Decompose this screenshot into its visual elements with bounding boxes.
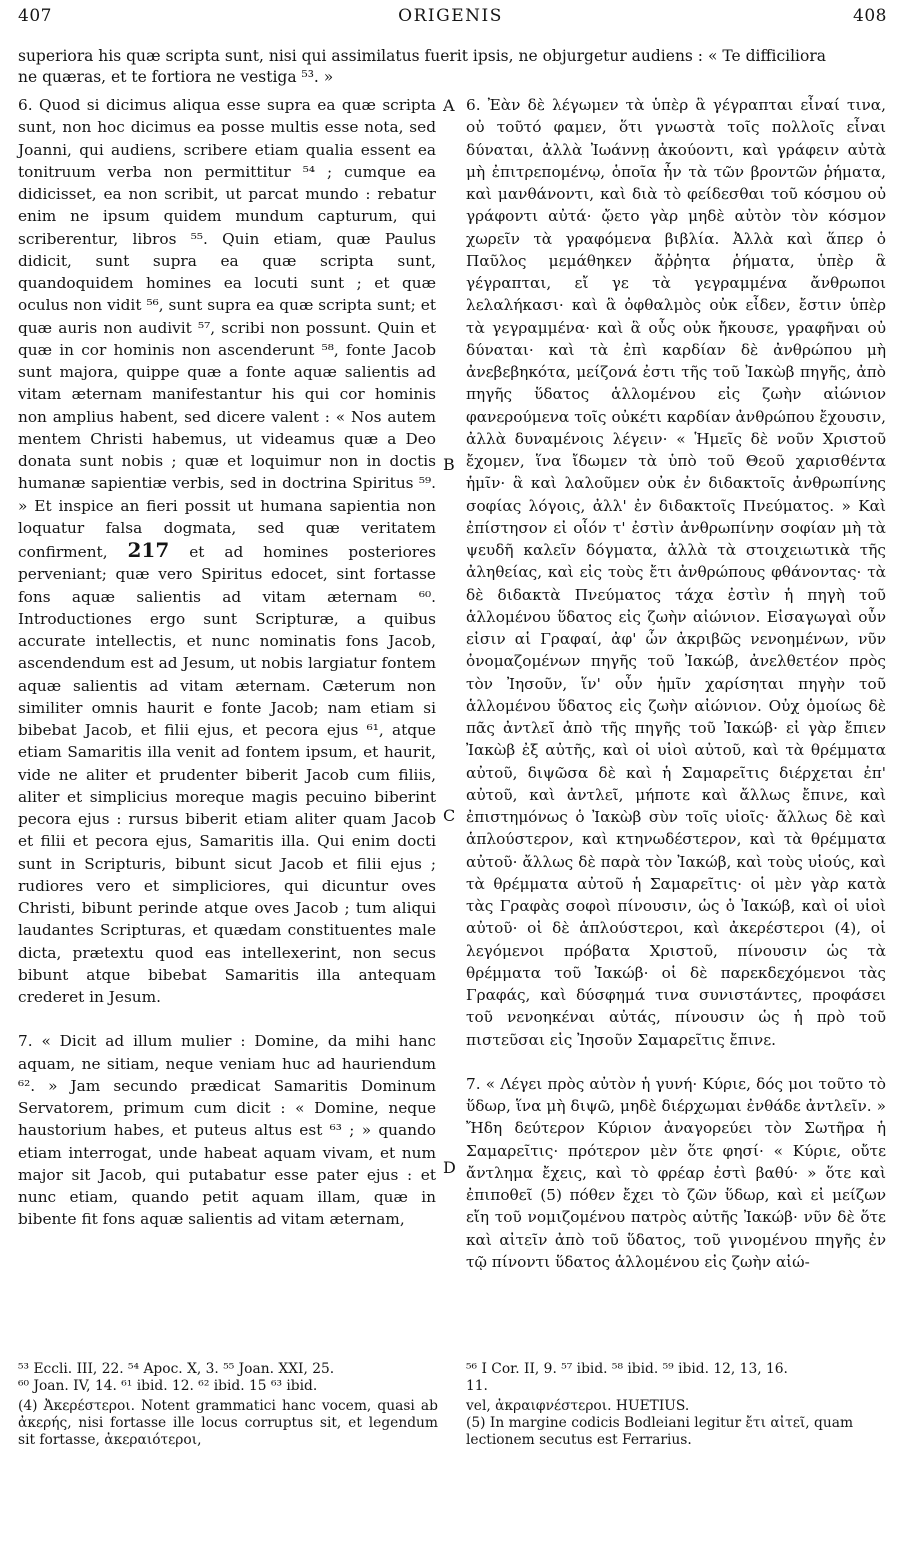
- greek-paragraph-7: 7. « Λέγει πρὸς αὐτὸν ἡ γυνή· Κύριε, δός μοι τοῦτο τὸ ὕδωρ, ἵνα μὴ διψῶ, μηδὲ διέρχωμαι ἐνθάδε ἀντλεῖν. » Ἤδη δεύτερον Κύριον ἀναγορεύει τὸν Σωτῆρα ἡ Σαμαρεῖτις· πρότερον μὲν ὅτε φησί· « Κύριε, οὔτε ἄντλημα ἔχεις, καὶ τὸ φρέαρ ἐστὶ βαθύ· » ὅτε καὶ ἐπιποθεῖ (5) πόθεν ἔχει τὸ ζῶν ὕδωρ, καὶ εἰ μείζων εἴη τοῦ νομιζομένου πατρὸς αὐτῆς Ἰακώβ· νῦν δὲ ὅτε καὶ αἰτεῖν ἀπὸ τοῦ ὕδατος, τοῦ γινομένου πηγῆς ἐν τῷ πίνοντι ὕδατος ἁλλομένου εἰς ζωὴν αἰώ-: [466, 1074, 886, 1271]
- margin-letter-a: A: [443, 96, 455, 115]
- intro-line-2: ne quæras, et te fortiora ne vestiga ⁵³. »: [18, 68, 334, 86]
- scripture-references-left: [18, 1361, 463, 1395]
- reference-row-1-left: ⁵³ Eccli. III, 22. ⁵⁴ Apoc. X, 3. ⁵⁵ Joan. XXI, 25.: [18, 1361, 335, 1377]
- reference-row-2-left: ⁶⁰ Joan. IV, 14. ⁶¹ ibid. 12. ⁶² ibid. 15 ⁶³ ibid.: [18, 1378, 318, 1394]
- footnote-4-author: HUETIUS.: [615, 1398, 690, 1414]
- footnote-4: (4) Ἀκερέστεροι. Notent grammatici hanc vocem, quasi ab ἀκερής, nisi fortasse ille locus corruptus sit, et legendum sit fortasse, ἀκεραιότεροι,: [18, 1398, 438, 1448]
- greek-column: [466, 94, 886, 1273]
- latin-paragraph-6: [18, 94, 436, 1008]
- column-number: 217: [127, 538, 170, 562]
- running-title: ORIGENIS: [398, 6, 503, 26]
- margin-letter-c: C: [443, 806, 456, 825]
- page-number-right: 408: [853, 6, 887, 26]
- latin-paragraph-6-part-1: 6. Quod si dicimus aliqua esse supra ea quæ scripta sunt, non hoc dicimus ea posse multis esse nota, sed Joanni, qui audiens, scribere etiam qualia essent ea tonitruum verba non permittitur ⁵⁴ ; cumque ea didicisset, ea non scribit, ut parcat mundo : rebatur enim ne ipsum quidem mundum capturum, qui scriberentur, libros ⁵⁵. Quin etiam, quæ Paulus didicit, sunt supra ea quæ scripta sunt, quandoquidem homines ea locuti sunt ; et quæ oculus non vidit ⁵⁶, sunt supra ea quæ scripta sunt; et quæ auris non audivit ⁵⁷, scribi non possunt. Quin et quæ in cor hominis non ascenderunt ⁵⁸, fonte Jacob sunt majora, quippe quæ a fonte aquæ salientis ad vitam æternam manifestantur his qui cor hominis non amplius habent, sed dicere valent : « Nos autem mentem Christi habemus, ut videamus quæ a Deo donata sunt nobis ; quæ et loquimur non in doctis humanæ sapientiæ verbis, sed in doctrina Spiritus ⁵⁹. » Et inspice an fieri possit ut humana sapientia non loquatur falsa dogmata, sed quæ veritatem confirment,: [18, 96, 436, 561]
- scripture-references-right: [466, 1361, 891, 1395]
- footnote-4-continuation: [466, 1398, 886, 1415]
- latin-column: [18, 94, 436, 1231]
- footnote-block-right: [466, 1398, 886, 1449]
- reference-row-1-right: ⁵⁶ I Cor. II, 9. ⁵⁷ ibid. ⁵⁸ ibid. ⁵⁹ ibid. 12, 13, 16.: [466, 1361, 788, 1377]
- latin-paragraph-7: 7. « Dicit ad illum mulier : Domine, da mihi hanc aquam, ne sitiam, neque veniam huc ad hauriendum ⁶². » Jam secundo prædicat Samaritis Dominum Servatorem, primum cum dicit : « Domine, neque haustorium habes, et puteus altus est ⁶³ ; » quando etiam interrogat, unde habeat aquam vivam, et num major sit Jacob, qui putabatur esse pater ejus : et nunc etiam, quando petit aquam illam, quæ in bibente fit fons aquæ salientis ad vitam æternam,: [18, 1032, 436, 1229]
- footnote-4-cont-text: vel, ἀκραιφνέστεροι.: [466, 1398, 612, 1414]
- intro-line-1: superiora his quæ scripta sunt, nisi qui assimilatus fuerit ipsis, ne objurgetur audiens : « Te difficiliora: [18, 47, 826, 65]
- page-number-left: 407: [18, 6, 52, 26]
- footnote-5: (5) In margine codicis Bodleiani legitur ἔτι αἰτεῖ, quam lectionem secutus est Ferrarius.: [466, 1415, 854, 1448]
- greek-paragraph-6: 6. Ἐὰν δὲ λέγωμεν τὰ ὑπὲρ ἃ γέγραπται εἶναί τινα, οὐ τοῦτό φαμεν, ὅτι γνωστὰ τοῖς πολλοῖς εἶναι δύναται, ἀλλὰ Ἰωάννῃ ἀκούοντι, καὶ γράφειν αὐτὰ μὴ ἐπιτρεπομένῳ, ὁποῖα ἦν τὰ τῶν βροντῶν ῥήματα, καὶ μανθάνοντι, καὶ διὰ τὸ φείδεσθαι τοῦ κόσμου οὐ γράφοντι αὐτά· ᾤετο γὰρ μηδὲ αὐτὸν τὸν κόσμον χωρεῖν τὰ γραφόμενα βιβλία. Ἀλλὰ καὶ ἅπερ ὁ Παῦλος μεμάθηκεν ἄῤῥητα ῥήματα, ὑπὲρ ἃ γέγραπται, εἴ γε τὰ γεγραμμένα ἄνθρωποι λελαλήκασι· καὶ ἃ ὀφθαλμὸς οὐκ εἶδεν, ἔστιν ὑπὲρ τὰ γεγραμμένα· καὶ ἃ οὖς οὐκ ἤκουσε, γραφῆναι οὐ δύναται· καὶ τὰ ἐπὶ καρδίαν δὲ ἀνθρώπου μὴ ἀνεβεβηκότα, μείζονά ἐστι τῆς τοῦ Ἰακὼβ πηγῆς, ἀπὸ πηγῆς ὕδατος ἁλλομένου εἰς ζωὴν αἰώνιον φανερούμενα τοῖς οὐκέτι καρδίαν ἀνθρώπου ἔχουσιν, ἀλλὰ δυναμένοις λέγειν· « Ἡμεῖς δὲ νοῦν Χριστοῦ ἔχομεν, ἵνα ἴδωμεν τὰ ὑπὸ τοῦ Θεοῦ χαρισθέντα ἡμῖν· ἃ καὶ λαλοῦμεν οὐκ ἐν διδακτοῖς ἀνθρωπίνης σοφίας λόγοις, ἀλλ' ἐν διδακτοῖς Πνεύματος. » Καὶ ἐπίστησον εἰ οἷόν τ' ἐστὶν ἀνθρωπίνην σοφίαν μὴ τὰ ψευδῆ καλεῖν δόγματα, ἀλλὰ τὰ στοιχειωτικὰ τῆς ἀληθείας, καὶ εἰς τοὺς ἔτι ἀνθρώπους φθάνοντας· τὰ δὲ διδακτὰ Πνεύματος τάχα ἐστὶν ἡ πηγὴ τοῦ ἁλλομένου ὕδατος εἰς ζωὴν αἰώνιον. Εἰσαγωγαὶ οὖν εἰσιν αἱ Γραφαί, ἀφ' ὧν ἀκριβῶς νενοημένων, νῦν ὀνομαζομένων πηγῆς τοῦ Ἰακώβ, ἀνελθετέον πρὸς τὸν Ἰησοῦν, ἵν' οὖν ἡμῖν χαρίσηται πηγὴν τοῦ ἁλλομένου ὕδατος εἰς ζωὴν αἰώνιον. Οὐχ ὁμοίως δὲ πᾶς ἀντλεῖ ἀπὸ τῆς πηγῆς τοῦ Ἰακώβ· εἰ γὰρ ἔπιεν Ἰακὼβ ἐξ αὐτῆς, καὶ οἱ υἱοὶ αὐτοῦ, καὶ τὰ θρέμματα αὐτοῦ, διψῶσα δὲ καὶ ἡ Σαμαρεῖτις διέρχεται ἐπ' αὐτοῦ, καὶ ἀντλεῖ, μήποτε καὶ ἄλλως ἔπινε, καὶ ἐπιστημόνως ὁ Ἰακὼβ σὺν τοῖς υἱοῖς· ἄλλως δὲ καὶ ἁπλούστερον, καὶ κτηνωδέστερον, καὶ τὰ θρέμματα αὐτοῦ· ἄλλως δὲ παρὰ τὸν Ἰακώβ, καὶ τοὺς υἱούς, καὶ τὰ θρέμματα αὐτοῦ ἡ Σαμαρεῖτις· οἱ μὲν γὰρ κατὰ τὰς Γραφὰς σοφοὶ πίνουσιν, ὡς ὁ Ἰακώβ, καὶ οἱ υἱοὶ αὐτοῦ· οἱ δὲ ἁπλούστεροι, καὶ ἀκερέστεροι (4), οἱ λεγόμενοι πρόβατα Χριστοῦ, πίνουσιν ὡς τὰ θρέμματα τοῦ Ἰακώβ· οἱ δὲ παρεκδεχόμενοι τὰς Γραφάς, καὶ δύσφημά τινα συνιστάντες, προφάσει τοῦ νενοηκέναι αὐτάς, πίνουσιν ὡς ἡ πρὸ τοῦ πιστεῦσαι εἰς Ἰησοῦν Σαμαρεῖτις ἔπινε.: [466, 96, 886, 1049]
- margin-letter-b: B: [443, 455, 455, 474]
- reference-row-2-right: 11.: [466, 1378, 488, 1394]
- latin-paragraph-6-part-2: et ad homines posteriores perveniant; quæ vero Spiritus edocet, sint fortasse fons aquæ salientis ad vitam æternam ⁶⁰. Introductiones ergo sunt Scripturæ, a quibus accurate intellectis, et nunc nominatis fons Jacob, ascendendum est ad Jesum, ut nobis largiatur fontem aquæ salientis ad vitam æternam. Cæterum non similiter omnis haurit e fonte Jacob; nam etiam si bibebat Jacob, et filii ejus, et pecora ejus ⁶¹, atque etiam Samaritis illa venit ad fontem ipsum, et haurit, vide ne aliter et prudenter biberit Jacob cum filiis, aliter et simplicius moreque magis pecuino biberint pecora ejus : rursus biberit etiam aliter quam Jacob et filii et pecora ejus, Samaritis illa. Qui enim docti sunt in Scripturis, bibunt sicut Jacob et filii ejus ; rudiores vero et simpliciores, qui dicuntur oves Christi, bibunt perinde atque oves Jacob ; tum aliqui laudantes Scripturas, et quædam constituentes male dicta, prætextu quod eas intellexerint, non secus bibunt atque bibebat Samaritis illa antequam crederet in Jesum.: [18, 543, 436, 1006]
- margin-letter-d: D: [443, 1158, 456, 1177]
